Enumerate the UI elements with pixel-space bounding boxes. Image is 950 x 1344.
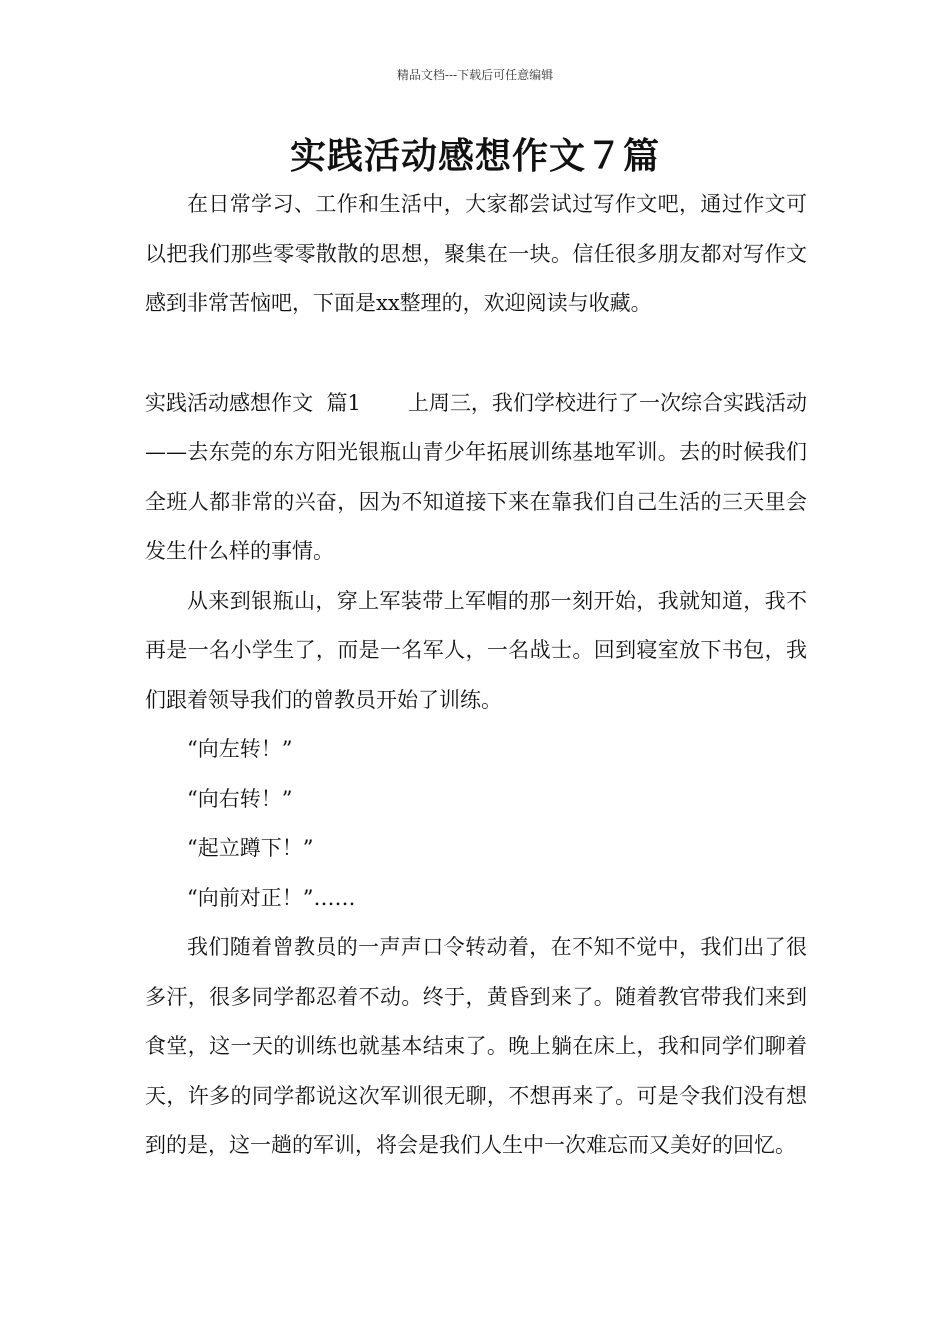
document-title: 实践活动感想作文７篇	[289, 135, 660, 177]
command-line-3: “起立蹲下！”	[187, 836, 314, 860]
section1-lead-text: 上周三，我们学校进行了一次综合实践活动——去东莞的东方阳光银瓶山青少年拓展训练基地军训。去的时候我们全班人都非常的兴奋，因为不知道接下来在靠我们自己生活的三天里会发生什么样的事情。	[145, 390, 808, 563]
section1-paragraph	[145, 379, 807, 577]
paragraph-3: 我们随着曾教员的一声声口令转动着，在不知不觉中，我们出了很多汗，很多同学都忍着不动。终于，黄昏到来了。随着教官带我们来到食堂，这一天的训练也就基本结束了。晚上躺在床上，我和同学们聊着天，许多的同学都说这次军训很无聊，不想再来了。可是令我们没有想到的是，这一趟的军训，将会是我们人生中一次难忘而又美好的回忆。	[145, 935, 807, 1157]
document-body	[145, 180, 807, 1171]
command-line-1: “向左转！”	[187, 737, 293, 761]
command-line-2: “向右转！”	[187, 786, 293, 811]
command-line-4: “向前对正！”……	[187, 885, 356, 910]
intro-paragraph: 在日常学习、工作和生活中，大家都尝试过写作文吧，通过作文可以把我们那些零零散散的思想，聚集在一块。信任很多朋友都对写作文感到非常苦恼吧，下面是xx整理的，欢迎阅读与收藏。	[145, 192, 807, 315]
paragraph-2: 从来到银瓶山，穿上军装带上军帽的那一刻开始，我就知道，我不再是一名小学生了，而是一名军人，一名战士。回到寝室放下书包，我们跟着领导我们的曾教员开始了训练。	[145, 588, 807, 712]
section-spacer	[145, 329, 807, 379]
page-header: 精品文档---下载后可任意编辑	[396, 68, 554, 82]
section1-heading: 实践活动感想作文 篇1	[145, 390, 361, 415]
